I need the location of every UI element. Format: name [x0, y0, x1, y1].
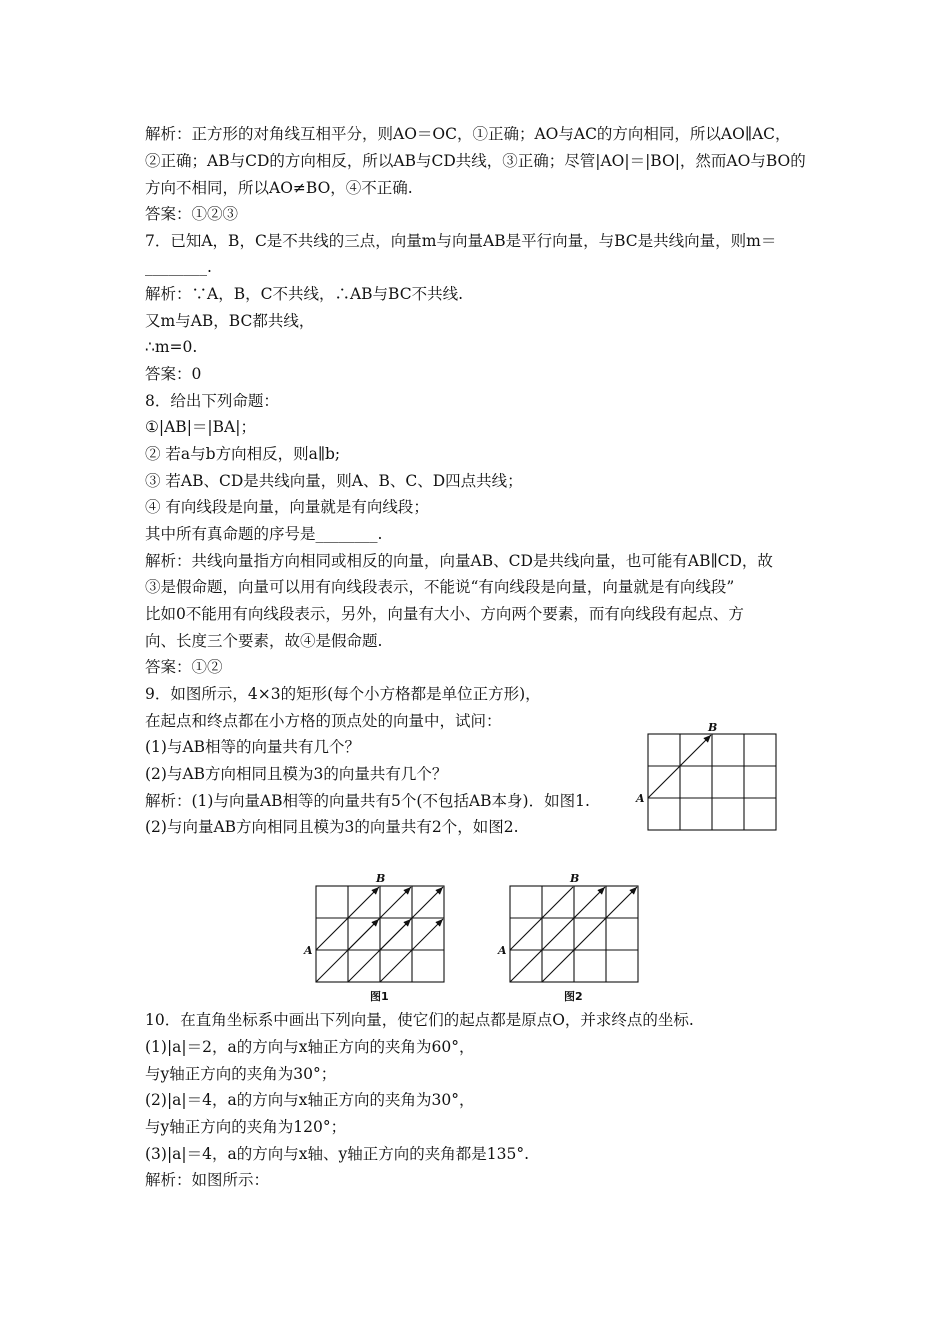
text-line: 解析：如图所示：	[145, 1171, 270, 1189]
question-10: 10．在直角坐标系中画出下列向量，使它们的起点都是原点O，并求终点的坐标.	[145, 1011, 694, 1029]
grid-figure-2	[494, 870, 644, 1006]
label-b: B	[376, 872, 386, 885]
answer-line: 答案：0	[145, 365, 202, 383]
question-7: 7．已知A，B，C是不共线的三点，向量m与向量AB是平行向量，与BC是共线向量，则m＝	[145, 232, 777, 250]
text-line: 比如0不能用有向线段表示，另外，向量有大小、方向两个要素，而有向线段有起点、方	[145, 605, 744, 623]
grid-figure-1	[298, 870, 448, 1006]
text-line: ∴m=0.	[145, 338, 198, 356]
text-line: ①|AB|＝|BA|；	[145, 418, 256, 436]
text-line: (2)与AB方向相同且模为3的向量共有几个？	[145, 765, 448, 783]
text-line: 与y轴正方向的夹角为120°；	[145, 1118, 347, 1136]
text-line: ④ 有向线段是向量，向量就是有向线段；	[145, 498, 429, 516]
label-a: A	[304, 944, 313, 957]
text-line: 又m与AB，BC都共线，	[145, 312, 315, 330]
text-line: (1)|a|＝2，a的方向与x轴正方向的夹角为60°，	[145, 1038, 475, 1056]
text-line: 解析：正方形的对角线互相平分，则AO＝OC，①正确；AO与AC的方向相同，所以AO∥AC，	[145, 125, 791, 143]
label-a: A	[498, 944, 507, 957]
text-line: 解析：共线向量指方向相同或相反的向量，向量AB、CD是共线向量，也可能有AB∥CD，故	[145, 552, 773, 570]
text-line: 解析：(1)与向量AB相等的向量共有5个(不包括AB本身)．如图1.	[145, 792, 590, 810]
text-line: 方向不相同，所以AO≠BO，④不正确.	[145, 179, 413, 197]
text-line: 其中所有真命题的序号是________.	[145, 525, 383, 543]
text-line: (2)|a|＝4，a的方向与x轴正方向的夹角为30°，	[145, 1091, 475, 1109]
text-line: (1)与AB相等的向量共有几个？	[145, 738, 361, 756]
label-b: B	[708, 721, 718, 734]
label-a: A	[636, 792, 645, 805]
text-line: ②正确；AB与CD的方向相反，所以AB与CD共线，③正确；尽管|AO|＝|BO|，然而AO与BO的	[145, 152, 806, 170]
text-line: ② 若a与b方向相反，则a∥b;	[145, 445, 341, 463]
text-line: 向、长度三个要素，故④是假命题.	[145, 632, 383, 650]
text-line: ③ 若AB、CD是共线向量，则A、B、C、D四点共线；	[145, 472, 523, 490]
answer-line: 答案：①②③	[145, 205, 239, 223]
question-8: 8．给出下列命题：	[145, 392, 279, 410]
text-line: (2)与向量AB方向相同且模为3的向量共有2个，如图2.	[145, 818, 519, 836]
question-9: 9．如图所示，4×3的矩形(每个小方格都是单位正方形)，	[145, 685, 541, 703]
grid-figure-main	[628, 718, 788, 834]
blank-line: ________.	[145, 258, 212, 276]
answer-line: 答案：①②	[145, 658, 223, 676]
text-line: 在起点和终点都在小方格的顶点处的向量中，试问：	[145, 712, 502, 730]
text-line: ③是假命题，向量可以用有向线段表示，不能说“有向线段是向量，向量就是有向线段”	[145, 578, 735, 596]
figure-caption: 图1	[370, 990, 389, 1003]
text-line: (3)|a|＝4，a的方向与x轴、y轴正方向的夹角都是135°.	[145, 1145, 530, 1163]
label-b: B	[570, 872, 580, 885]
text-line: 解析：∵A，B，C不共线，∴AB与BC不共线.	[145, 285, 463, 303]
text-line: 与y轴正方向的夹角为30°；	[145, 1065, 337, 1083]
figure-caption: 图2	[564, 990, 583, 1003]
